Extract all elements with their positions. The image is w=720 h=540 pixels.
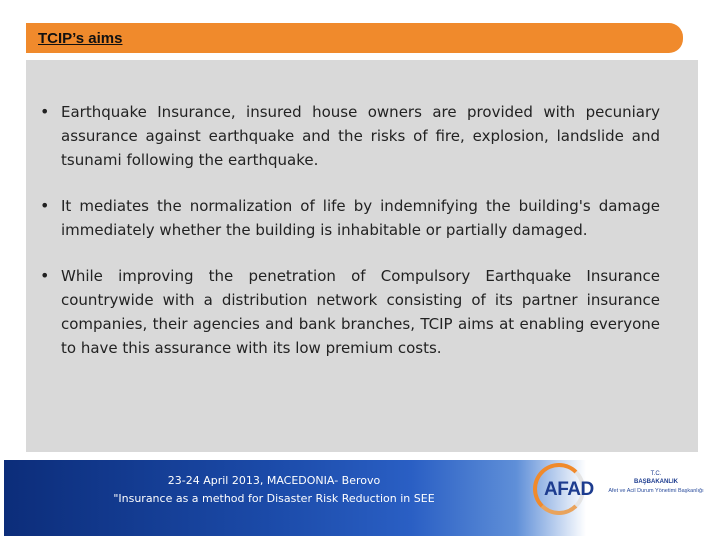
gov-line-1: T.C. [650, 471, 662, 477]
government-label [596, 470, 716, 496]
gov-line-3: Afet ve Acil Durum Yönetimi Başkanlığı [608, 488, 704, 494]
footer-text [64, 472, 484, 508]
slide-title: TCIP’s aims [38, 30, 123, 47]
bullet-dot-icon: • [40, 196, 50, 215]
bullet-item [26, 264, 698, 360]
bullet-list [26, 100, 698, 382]
bullet-text: Earthquake Insurance, insured house owners are provided with pecuniary assurance against earthquake and the risks of fire, explosion, landslide and tsunami following the earthquake. [61, 103, 660, 169]
afad-logo [530, 462, 600, 516]
footer-banner [4, 460, 586, 536]
bullet-item [26, 100, 698, 172]
footer-event-line: 23-24 April 2013, MACEDONIA- Berovo [167, 474, 381, 487]
title-bar [26, 23, 683, 53]
bullet-text: It mediates the normalization of life by indemnifying the building's damage immediately whether the building is inhabitable or partially damaged. [61, 197, 660, 239]
gov-line-2: BAŞBAKANLIK [634, 479, 678, 485]
bullet-text: While improving the penetration of Compulsory Earthquake Insurance countrywide with a distribution network consisting of its partner insurance companies, their agencies and bank branches, TCIP aims at enabling everyone to have this assurance with its low premium costs. [61, 267, 660, 357]
bullet-item [26, 194, 698, 242]
bullet-dot-icon: • [40, 266, 50, 285]
footer-topic-line: "Insurance as a method for Disaster Risk Reduction in SEE [113, 492, 435, 505]
bullet-dot-icon: • [40, 102, 50, 121]
content-panel [26, 60, 698, 452]
logo-text: AFAD [544, 479, 594, 500]
